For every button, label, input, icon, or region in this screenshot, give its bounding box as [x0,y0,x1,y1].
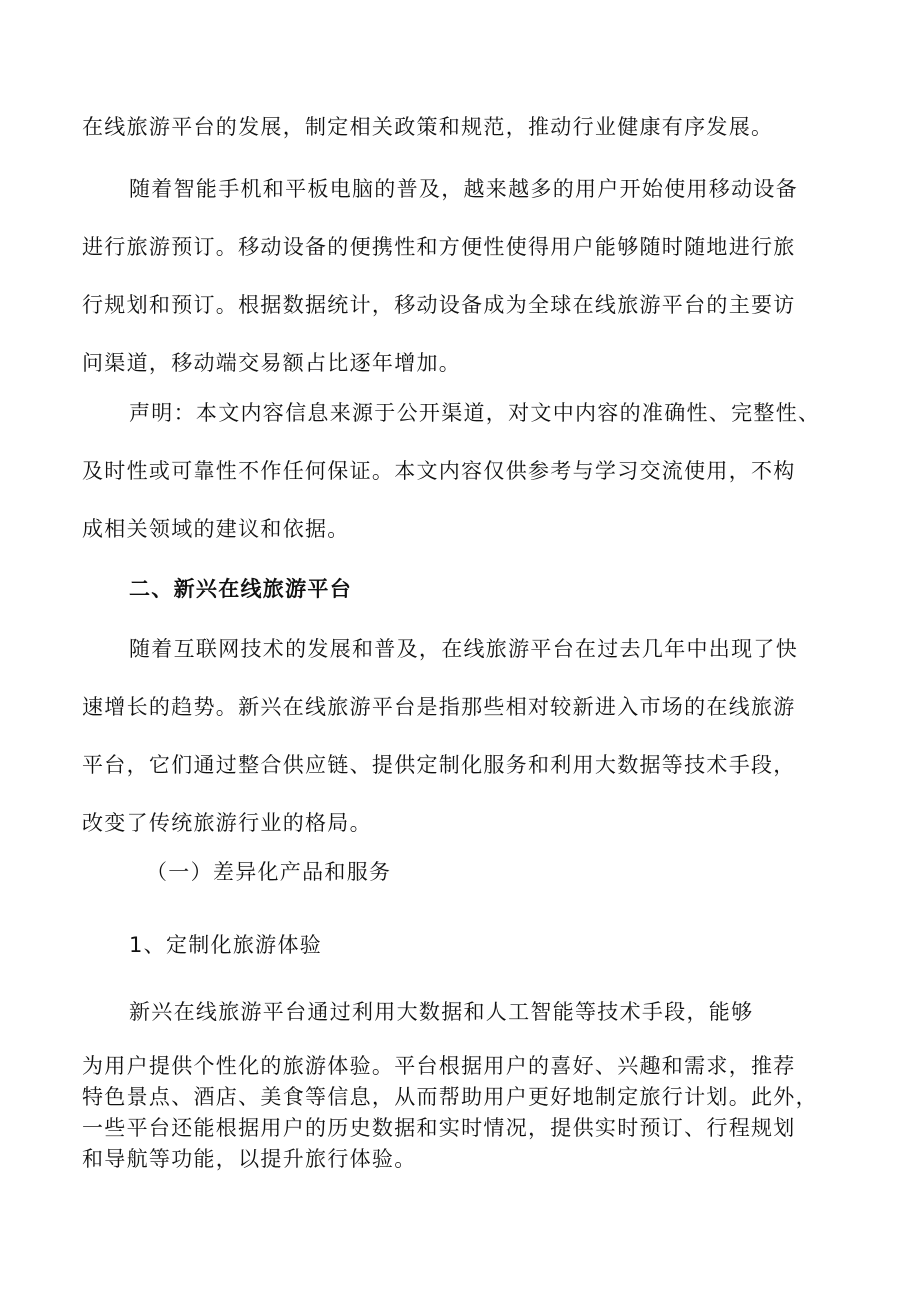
text-line: 一些平台还能根据用户的历史数据和实时情况，提供实时预订、行程规划 [82,1116,796,1140]
text-line: 及时性或可靠性不作任何保证。本文内容仅供参考与学习交流使用，不构 [82,459,796,483]
paragraph-mobile [82,160,842,392]
text-line: 新兴在线旅游平台通过利用大数据和人工智能等技术手段，能够 [129,1000,754,1024]
text-line: 进行旅游预订。移动设备的便携性和方便性使得用户能够随时随地进行旅 [82,235,796,259]
item-heading [82,916,842,974]
text-line: 为用户提供个性化的旅游体验。平台根据用户的喜好、兴趣和需求，推荐 [82,1054,796,1078]
text-line: 随着互联网技术的发展和普及，在线旅游平台在过去几年中出现了快 [129,637,798,661]
text-line: 和导航等功能，以提升旅行体验。 [82,1147,417,1171]
text-line: 在线旅游平台的发展，制定相关政策和规范，推动行业健康有序发展。 [82,115,774,139]
text-line: 随着智能手机和平板电脑的普及，越来越多的用户开始使用移动设备 [129,177,798,201]
paragraph-custom-first [82,983,842,1041]
text-line: 声明：本文内容信息来源于公开渠道，对文中内容的准确性、完整性、 [129,401,821,425]
section-heading [82,560,842,618]
paragraph-custom-rest [82,1051,842,1175]
text-line: 问渠道，移动端交易额占比逐年增加。 [82,351,462,375]
text-line: 平台，它们通过整合供应链、提供定制化服务和利用大数据等技术手段， [82,753,796,777]
text-line: 速增长的趋势。新兴在线旅游平台是指那些相对较新进入市场的在线旅游 [82,695,796,719]
text-line: 特色景点、酒店、美食等信息，从而帮助用户更好地制定旅行计划。此外， [82,1085,818,1109]
subsection-title: （一）差异化产品和服务 [146,860,392,884]
subsection-heading [82,843,842,901]
text-line: 行规划和预订。根据数据统计，移动设备成为全球在线旅游平台的主要访 [82,293,796,317]
paragraph-intro [82,620,842,852]
item-title: 1、定制化旅游体验 [129,933,323,957]
paragraph-continued [82,98,842,156]
text-line: 成相关领域的建议和依据。 [82,517,350,541]
section-title: 二、新兴在线旅游平台 [129,577,352,601]
text-line: 改变了传统旅游行业的格局。 [82,811,372,835]
paragraph-disclaimer [82,384,842,558]
